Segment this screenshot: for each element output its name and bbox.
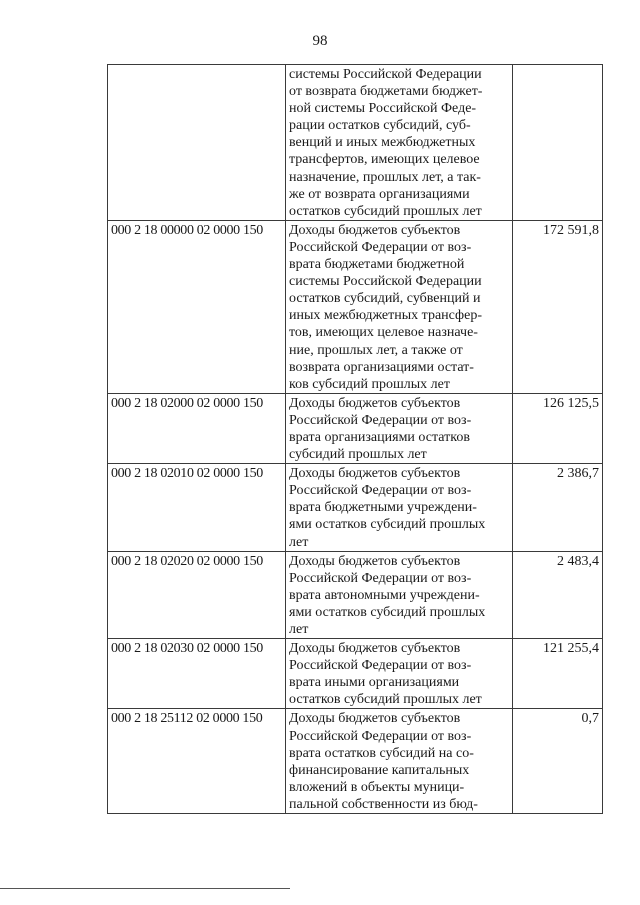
budget-revenue-table (107, 64, 603, 814)
table-body (108, 65, 603, 814)
amount-thousand-rubles (513, 65, 603, 221)
description-line: ной системы Российской Феде- (289, 101, 477, 117)
description-line: остатков субсидий, субвенций и (289, 291, 481, 307)
description-line: субсидий прошлых лет (289, 447, 427, 463)
description-line: Доходы бюджетов субъектов (289, 222, 461, 238)
description-line: Доходы бюджетов субъектов (289, 466, 461, 482)
description-line: вложений в объекты муници- (289, 779, 465, 795)
description-line: Доходы бюджетов субъектов (289, 711, 461, 727)
description-line: остатков субсидий прошлых лет (289, 692, 482, 708)
description-line: Российской Федерации от воз- (289, 728, 472, 744)
description-line: ями остатков субсидий прошлых (289, 604, 486, 620)
description-line: ков субсидий прошлых лет (289, 376, 450, 392)
revenue-description (286, 65, 513, 221)
revenue-description (286, 709, 513, 814)
description-line: врата иными организациями (289, 675, 460, 691)
budget-classification-code: 000 2 18 00000 02 0000 150 (108, 220, 286, 393)
description-line: финансирование капитальных (289, 762, 470, 778)
budget-classification-code: 000 2 18 02020 02 0000 150 (108, 551, 286, 638)
description-line: Российской Федерации от воз- (289, 570, 472, 586)
amount-thousand-rubles: 121 255,4 (513, 639, 603, 709)
budget-classification-code: 000 2 18 02010 02 0000 150 (108, 464, 286, 551)
description-line: лет (289, 534, 309, 550)
budget-classification-code: 000 2 18 02030 02 0000 150 (108, 639, 286, 709)
description-line: рации остатков субсидий, суб- (289, 118, 471, 134)
description-line: же от возврата организациями (289, 186, 470, 202)
amount-thousand-rubles: 2 483,4 (513, 551, 603, 638)
description-line: врата автономными учреждени- (289, 587, 480, 603)
table-row (108, 393, 603, 463)
table-row (108, 220, 603, 393)
description-line: Российской Федерации от воз- (289, 658, 472, 674)
description-line: трансфертов, имеющих целевое (289, 152, 480, 168)
revenue-description (286, 393, 513, 463)
description-line: Российской Федерации от воз- (289, 483, 472, 499)
description-line: остатков субсидий прошлых лет (289, 203, 482, 219)
description-line: назначение, прошлых лет, а так- (289, 169, 481, 185)
amount-thousand-rubles: 172 591,8 (513, 220, 603, 393)
amount-thousand-rubles: 0,7 (513, 709, 603, 814)
table-row (108, 464, 603, 551)
description-line: врата бюджетными учреждени- (289, 500, 477, 516)
description-line: ями остатков субсидий прошлых (289, 517, 486, 533)
description-line: Доходы бюджетов субъектов (289, 395, 461, 411)
description-line: лет (289, 622, 309, 637)
description-line: венций и иных межбюджетных (289, 135, 476, 151)
table-row (108, 639, 603, 709)
description-line: тов, имеющих целевое назначе- (289, 325, 478, 341)
description-line: врата остатков субсидий на со- (289, 745, 474, 761)
description-line: системы Российской Федерации (289, 274, 482, 290)
table-row (108, 551, 603, 638)
description-line: Российской Федерации от воз- (289, 412, 472, 428)
amount-thousand-rubles: 2 386,7 (513, 464, 603, 551)
budget-classification-code (108, 65, 286, 221)
description-line: пальной собственности из бюд- (289, 796, 478, 812)
description-line: врата бюджетами бюджетной (289, 257, 465, 273)
description-line: от возврата бюджетами бюджет- (289, 84, 483, 100)
budget-classification-code: 000 2 18 25112 02 0000 150 (108, 709, 286, 814)
budget-classification-code: 000 2 18 02000 02 0000 150 (108, 393, 286, 463)
table-row (108, 65, 603, 221)
revenue-description (286, 551, 513, 638)
description-line: Доходы бюджетов субъектов (289, 553, 461, 569)
description-line: Доходы бюджетов субъектов (289, 641, 461, 657)
description-line: возврата организациями остат- (289, 359, 474, 375)
table-row (108, 709, 603, 814)
description-line: иных межбюджетных трансфер- (289, 308, 482, 324)
page-number: 98 (312, 33, 328, 49)
description-line: врата организациями остатков (289, 429, 470, 445)
revenue-description (286, 220, 513, 393)
revenue-description (286, 639, 513, 709)
amount-thousand-rubles: 126 125,5 (513, 393, 603, 463)
description-line: ние, прошлых лет, а также от (289, 342, 463, 358)
footnote-divider (0, 888, 290, 889)
description-line: системы Российской Федерации (289, 67, 482, 82)
revenue-description (286, 464, 513, 551)
description-line: Российской Федерации от воз- (289, 239, 472, 255)
